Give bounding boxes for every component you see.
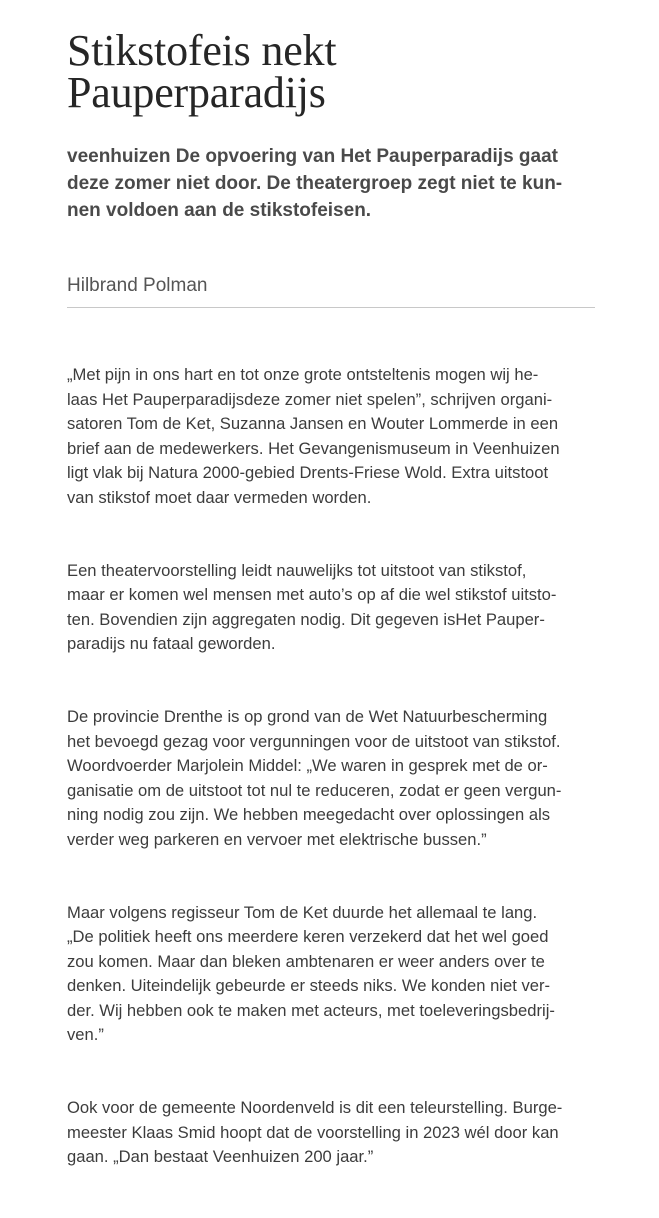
lead-paragraph <box>67 143 592 224</box>
body-paragraph <box>67 1096 597 1170</box>
paragraph-line: verder weg parkeren en vervoer met elektrische bussen.” <box>67 829 487 849</box>
article <box>67 0 595 1218</box>
paragraph-line: ganisatie om de uitstoot tot nul te reduceren, zodat er geen vergun- <box>67 780 562 800</box>
article-body <box>67 363 595 1170</box>
headline <box>67 0 595 117</box>
paragraph-line: De provincie Drenthe is op grond van de Wet Natuurbescherming <box>67 706 548 726</box>
paragraph-line: Maar volgens regisseur Tom de Ket duurde het allemaal te lang. <box>67 902 538 922</box>
lead-line <box>67 143 592 170</box>
lead-line: deze zomer niet door. De theatergroep zegt niet te kun- <box>67 173 563 194</box>
body-paragraph <box>67 705 597 853</box>
body-paragraph <box>67 901 597 1049</box>
paragraph-line: laas Het Pauperparadijsdeze zomer niet spelen”, schrijven organi- <box>67 389 553 409</box>
headline-line: Stikstofeis nekt <box>67 26 337 75</box>
paragraph-line: het bevoegd gezag voor vergunningen voor de uitstoot van stikstof. <box>67 731 561 751</box>
dateline: veenhuizen <box>67 146 171 167</box>
lead-line: nen voldoen aan de stikstofeisen. <box>67 200 372 221</box>
paragraph-line: van stikstof moet daar vermeden worden. <box>67 487 372 507</box>
paragraph-line: Een theatervoorstelling leidt nauwelijks tot uitstoot van stikstof, <box>67 560 527 580</box>
paragraph-line: denken. Uiteindelijk gebeurde er steeds niks. We konden niet ver- <box>67 976 551 996</box>
paragraph-line: ven.” <box>67 1025 104 1045</box>
headline-line: Pauperparadijs <box>67 68 326 117</box>
paragraph-line: ten. Bovendien zijn aggregaten nodig. Dit gegeven isHet Pauper- <box>67 609 545 629</box>
paragraph-line: ning nodig zou zijn. We hebben meegedacht over oplossingen als <box>67 805 551 825</box>
paragraph-line: paradijs nu fataal geworden. <box>67 634 276 654</box>
paragraph-line: gaan. „Dan bestaat Veenhuizen 200 jaar.” <box>67 1147 374 1167</box>
paragraph-line: Ook voor de gemeente Noordenveld is dit een teleurstelling. Burge- <box>67 1098 563 1118</box>
author-byline: Hilbrand Polman <box>67 274 595 308</box>
paragraph-line: „De politiek heeft ons meerdere keren verzekerd dat het wel goed <box>67 927 549 947</box>
lead-text: De opvoering van Het Pauperparadijs gaat <box>170 146 558 167</box>
body-paragraph <box>67 363 597 511</box>
paragraph-line: Woordvoerder Marjolein Middel: „We waren in gesprek met de or- <box>67 756 548 776</box>
paragraph-line: meester Klaas Smid hoopt dat de voorstelling in 2023 wél door kan <box>67 1122 559 1142</box>
paragraph-line: der. Wij hebben ook te maken met acteurs, met toeleveringsbedrij- <box>67 1000 555 1020</box>
paragraph-line: brief aan de medewerkers. Het Gevangenismuseum in Veenhuizen <box>67 438 560 458</box>
paragraph-line: satoren Tom de Ket, Suzanna Jansen en Wouter Lommerde in een <box>67 414 559 434</box>
paragraph-line: „Met pijn in ons hart en tot onze grote ontsteltenis mogen wij he- <box>67 365 539 384</box>
paragraph-line: maar er komen wel mensen met auto’s op af die wel stikstof uitsto- <box>67 585 557 605</box>
paragraph-line: ligt vlak bij Natura 2000-gebied Drents-Friese Wold. Extra uitstoot <box>67 463 549 483</box>
paragraph-line: zou komen. Maar dan bleken ambtenaren er weer anders over te <box>67 951 545 971</box>
body-paragraph <box>67 559 597 657</box>
